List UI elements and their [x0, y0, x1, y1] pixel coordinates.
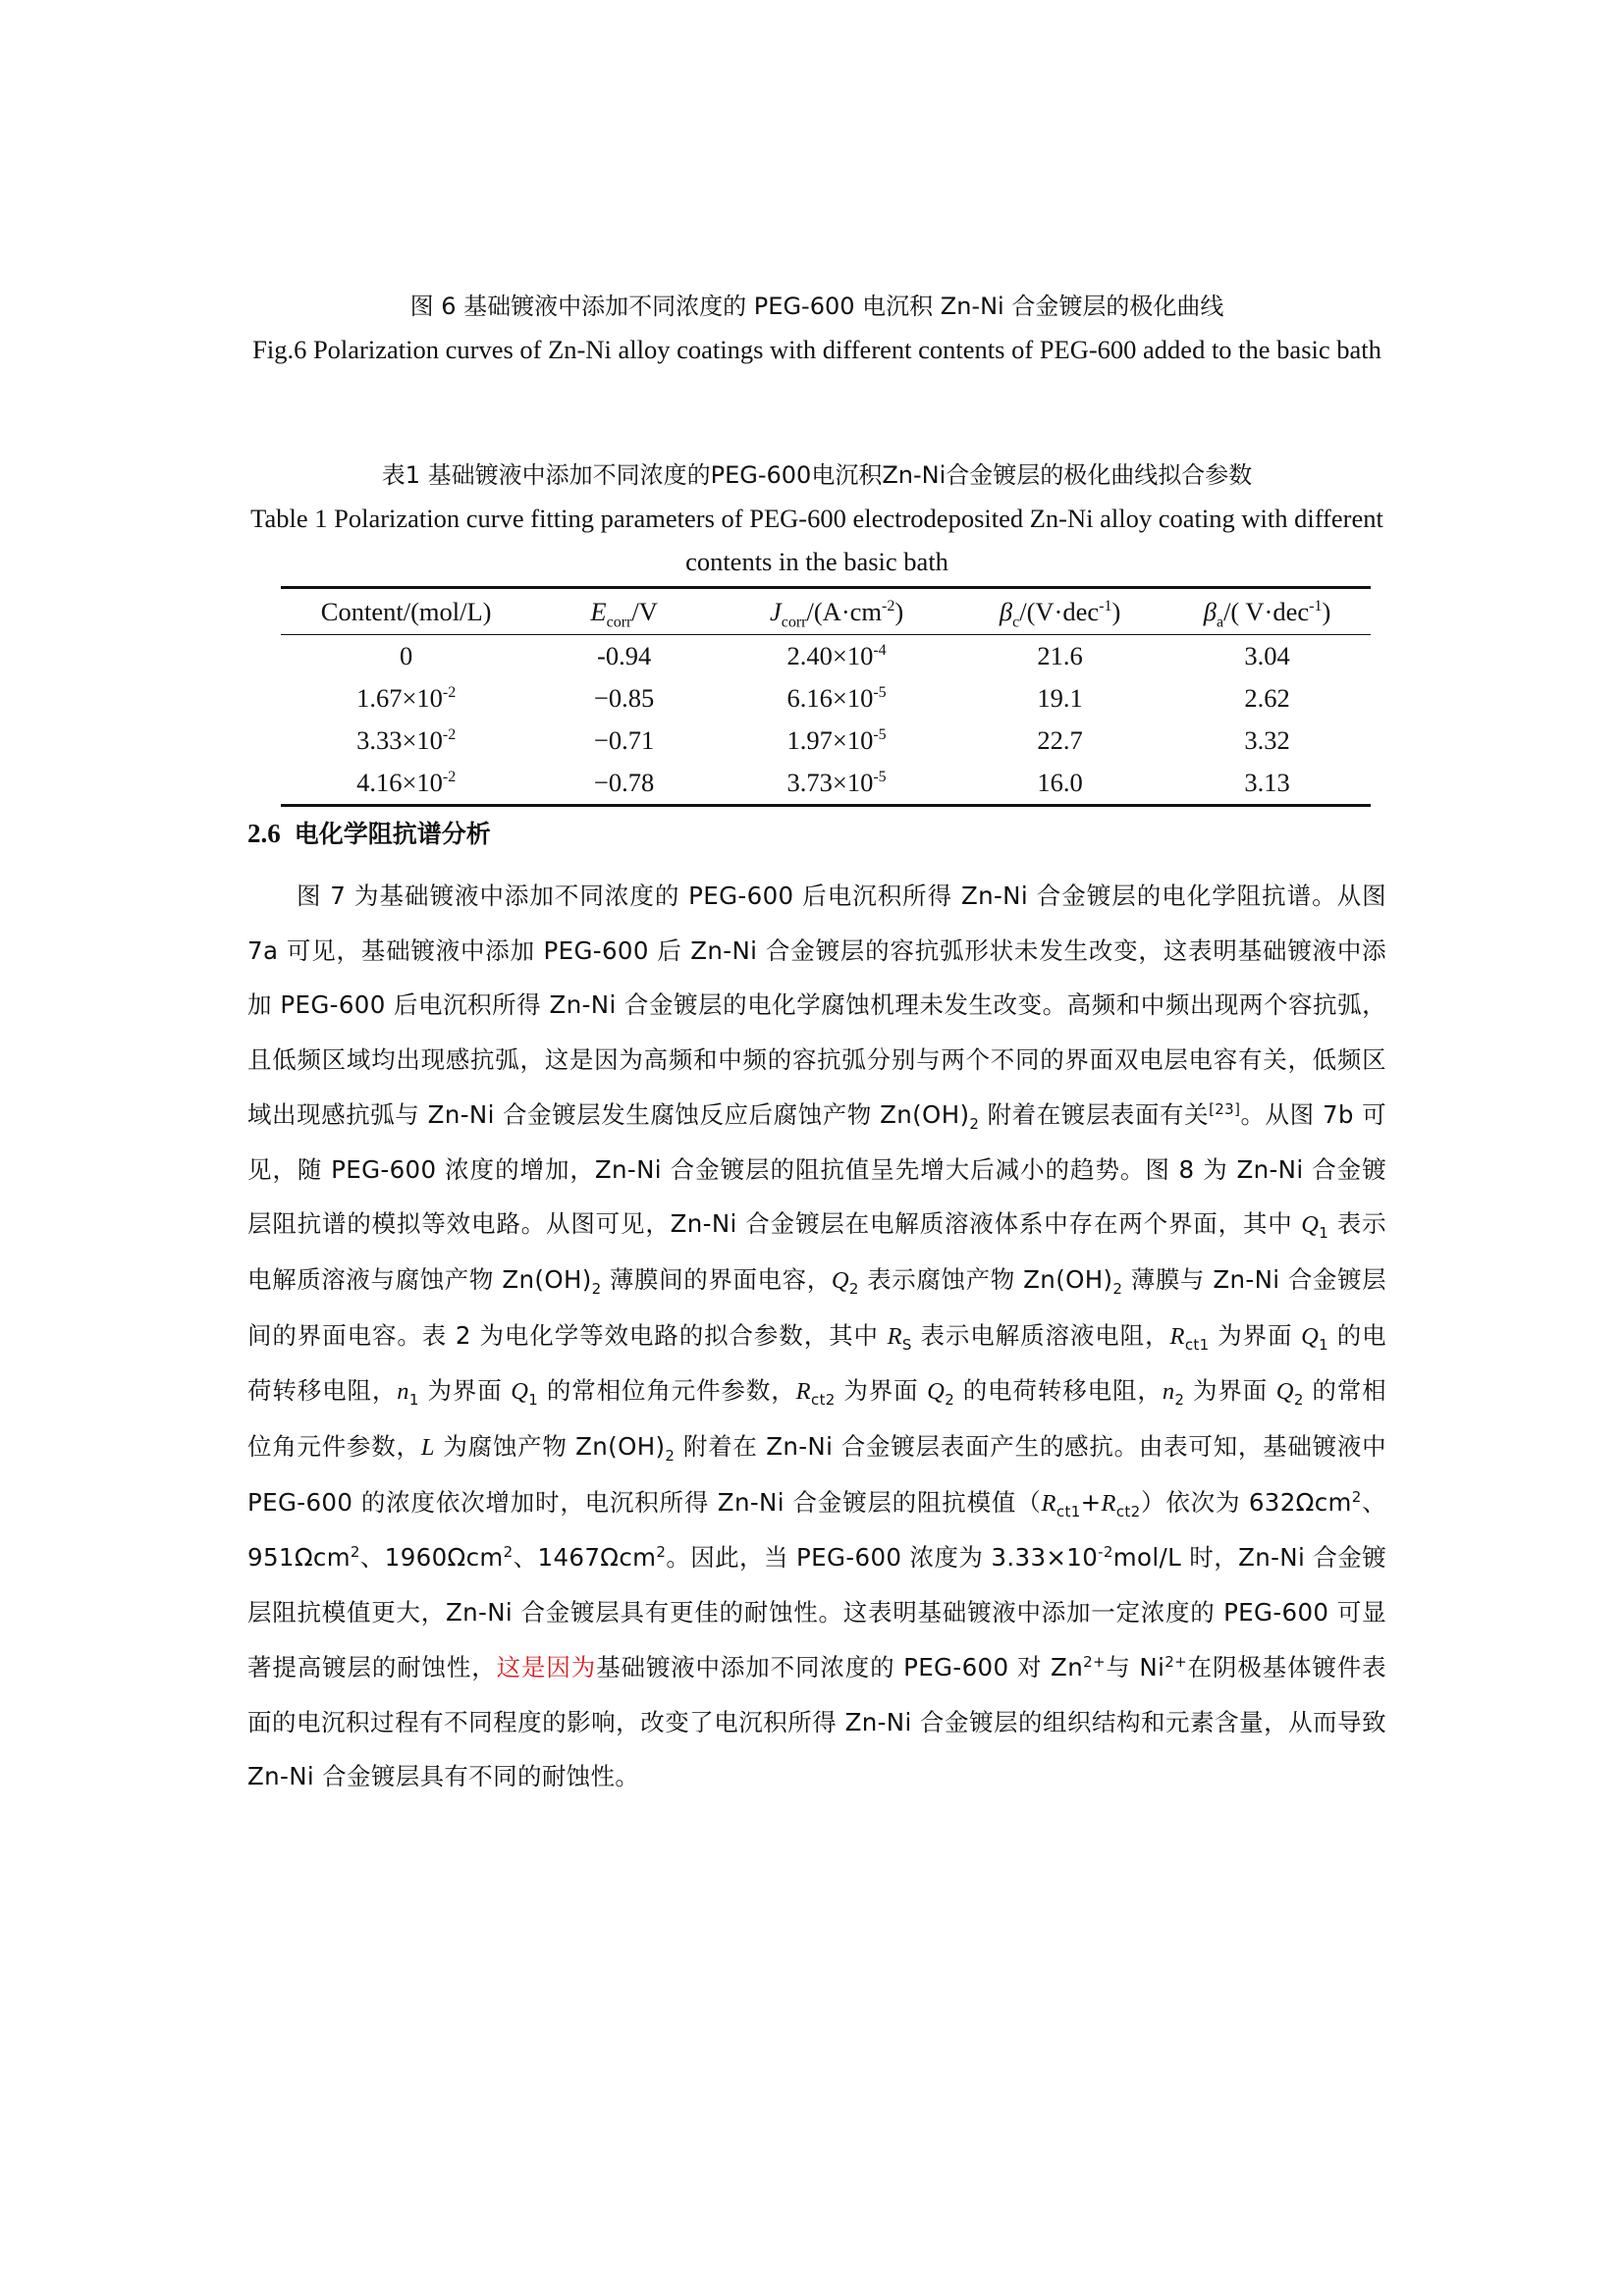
highlighted-phrase: 这是因为	[496, 1652, 597, 1682]
figure-6-caption-cn: 图 6 基础镀液中添加不同浓度的 PEG-600 电沉积 Zn-Ni 合金镀层的极化曲线	[409, 293, 1224, 320]
header-content: Content/(mol/L)	[281, 588, 531, 635]
cell-beta-a: 3.04	[1244, 641, 1290, 670]
header-ecorr: $E_{corr}/V$	[531, 588, 717, 635]
section-number: 2.6	[247, 819, 281, 848]
cell-beta-c: 21.6	[1037, 641, 1083, 670]
cell-jcorr: $6.16\times 10^{-5}$	[786, 683, 887, 713]
cell-ecorr: -0.94	[597, 641, 652, 670]
header-beta-a: $\beta_a/$( V·dec$^{-1}$)	[1164, 588, 1371, 635]
cell-beta-c: 16.0	[956, 762, 1164, 806]
cell-content: 0	[400, 641, 413, 670]
cell-beta-a: 3.13	[1164, 762, 1371, 806]
cell-beta-c: 19.1	[1037, 683, 1083, 713]
cell-content: $1.67\times 10^{-2}$	[356, 683, 457, 713]
cell-beta-a: 2.62	[1244, 683, 1290, 713]
table-row	[281, 677, 1371, 720]
section-title: 电化学阻抗谱分析	[294, 820, 491, 848]
cell-ecorr: −0.85	[593, 683, 655, 713]
header-jcorr: $J_{corr}/(A\cdot cm^{-2})$	[717, 588, 956, 635]
cell-content: $3.33\times 10^{-2}$	[356, 725, 457, 755]
table-header-row	[281, 588, 1371, 635]
polarization-fit-table	[281, 586, 1371, 807]
table-row	[281, 762, 1371, 806]
table-1-caption-en: Table 1 Polarization curve fitting parameters of PEG-600 electrodeposited Zn-Ni alloy coating with different contents in the basic bath	[250, 504, 1383, 576]
cell-ecorr: −0.71	[593, 725, 655, 755]
table-1-caption-cn: 表1 基础镀液中添加不同浓度的PEG-600电沉积Zn-Ni合金镀层的极化曲线拟合参数	[381, 461, 1253, 489]
cell-jcorr: $2.40\times 10^{-4}$	[786, 641, 887, 670]
table-row	[281, 720, 1371, 762]
table-row	[281, 635, 1371, 678]
citation-ref: [23]	[1209, 1099, 1241, 1118]
body-paragraph: 图 7 为基础镀液中添加不同浓度的 PEG-600 后电沉积所得 Zn-Ni 合金镀层的电化学阻抗谱。从图 7a 可见，基础镀液中添加 PEG-600 后 Zn-Ni 合金镀层的容抗弧形状未发生改变，这表明基础镀液中添加 PEG-600 后电沉积所得 Zn-Ni 合金镀层的电化学腐蚀机理未发生改变。高频和中频出现两个容抗弧，且低频区域均出现感抗弧，这是因为高频和中频的容抗弧分别与两个不同的界面双电层电容有关，低频区域出现感抗弧与 Zn-Ni 合金镀层发生腐蚀反应后腐蚀产物 $Zn(OH)_2$ 附着在镀层表面有关[23]。从图 7b 可见，随 PEG-600 浓度的增加，Zn-Ni 合金镀层的阻抗值呈先增大后减小的趋势。图 8 为 Zn-Ni 合金镀层阻抗谱的模拟等效电路。从图可见，Zn-Ni 合金镀层在电解质溶液体系中存在两个界面，其中 $Q_1$ 表示电解质溶液与腐蚀产物 $Zn(OH)_2$ 薄膜间的界面电容，$Q_2$ 表示腐蚀产物 $Zn(OH)_2$ 薄膜与 Zn-Ni 合金镀层间的界面电容。表 2 为电化学等效电路的拟合参数，其中 $R_S$ 表示电解质溶液电阻，$R_{ct1}$ 为界面 $Q_1$ 的电荷转移电阻，$n_1$ 为界面 $Q_1$ 的常相位角元件参数，$R_{ct2}$ 为界面 $Q_2$ 的电荷转移电阻，$n_2$ 为界面 $Q_2$ 的常相位角元件参数，L 为腐蚀产物 $Zn(OH)_2$ 附着在 Zn-Ni 合金镀层表面产生的感抗。由表可知，基础镀液中 PEG-600 的浓度依次增加时，电沉积所得 Zn-Ni 合金镀层的阻抗模值$(R_{ct1}+R_{ct2})$依次为 632Ωcm$^2$、951Ωcm$^2$、1960Ωcm$^2$、1467Ωcm$^2$。因此，当 PEG-600 浓度为 $3.33\times 10^{-2}mol/L$ 时，Zn-Ni 合金镀层阻抗模值更大，Zn-Ni 合金镀层具有更佳的耐蚀性。这表明基础镀液中添加一定浓度的 PEG-600 可显著提高镀层的耐蚀性，这是因为基础镀液中添加不同浓度的 PEG-600 对 $Zn^{2+}$与 $Ni^{2+}$在阴极基体镀件表面的电沉积过程有不同程度的影响，改变了电沉积所得 Zn-Ni 合金镀层的组织结构和元素含量，从而导致 Zn-Ni 合金镀层具有不同的耐蚀性。	[247, 881, 1387, 1791]
figure-6-caption-en: Fig.6 Polarization curves of Zn-Ni alloy coatings with different contents of PEG-600 added to the basic bath	[252, 335, 1381, 364]
header-beta-c: $\beta_c/(V\cdot dec^{-1})$	[956, 588, 1164, 635]
cell-content: $4.16\times 10^{-2}$	[281, 762, 531, 806]
cell-ecorr: −0.78	[531, 762, 717, 806]
cell-jcorr: $3.73\times 10^{-5}$	[717, 762, 956, 806]
section-heading	[247, 815, 491, 850]
cell-beta-a: 3.32	[1244, 725, 1290, 755]
cell-jcorr: $1.97\times 10^{-5}$	[786, 725, 887, 755]
cell-beta-c: 22.7	[1037, 725, 1083, 755]
